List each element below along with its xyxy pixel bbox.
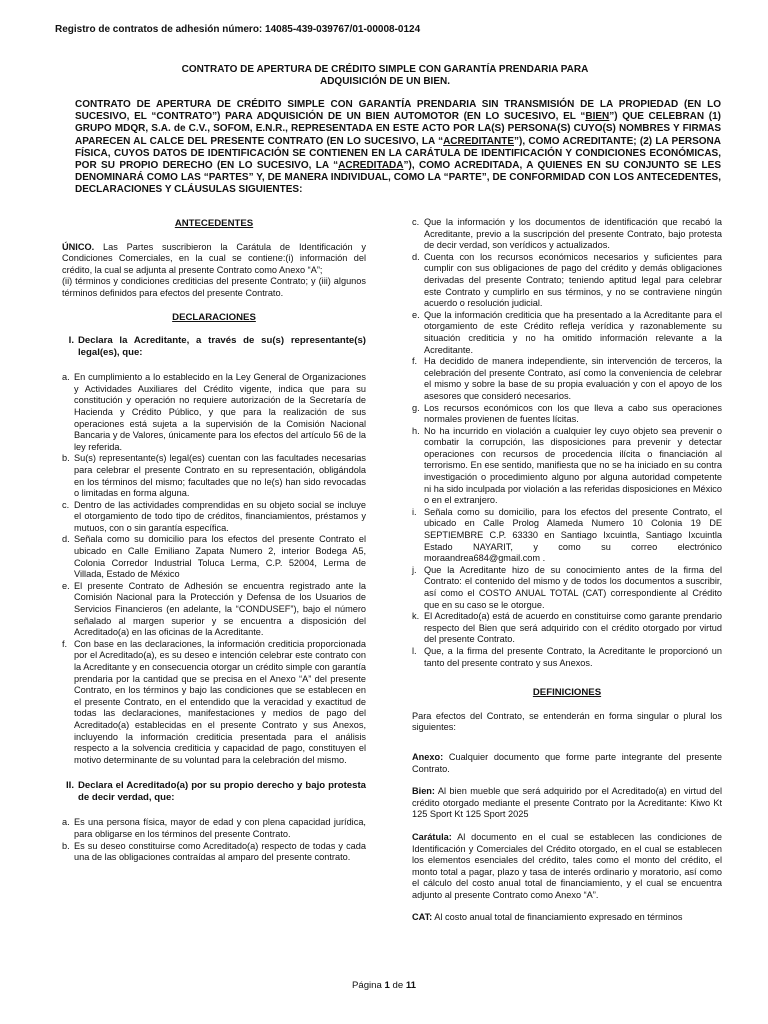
declaraciones-heading: DECLARACIONES [172, 311, 256, 323]
declaracion-II-cont-item-marker: l. [412, 645, 417, 656]
footer-pagina: Página [351, 980, 385, 991]
definicion-text: Al documento en el cual se establecen las condiciones de Identificación y Comerciales del Crédito otorgado, en el cual se establecen los elementos esenciales del crédito, tales como el monto del crédito, el monto total a pagar, plazo y tasa de interés ordinario y moratorio, así como el cálculo del costo anual total de financiamiento, y el cual se encuentra adjunto al presente Contrato como Anexo “A”. [412, 831, 722, 900]
declaracion-II-cont-item-text: Que la información y los documentos de identificación que recabó la Acreditante, previo a la suscripción del presente Contrato, bajo protesta de decir verdad, son verídicos y actualizados. [424, 217, 722, 251]
declaracion-II-cont-item-marker: c. [412, 217, 420, 227]
left-column [62, 218, 366, 864]
declaracion-II-cont-item [412, 611, 722, 646]
antecedentes-unico-2: (ii) términos y condiciones crediticias del presente Contrato; y (iii) algunos términos definidos para efectos del presente Contrato. [62, 276, 366, 298]
declaracion-I-item [62, 453, 366, 499]
declaracion-I-item-text: Su(s) representante(s) legal(es) cuentan con las facultades necesarias para celebrar el presente Contrato en su representación, obligándola en los términos del mismo; facultades que no le(s) han sido revocadas o limitadas en forma alguna. [74, 453, 366, 499]
declaracion-I-list [62, 372, 366, 766]
declaracion-II-cont-item-marker: k. [412, 611, 420, 622]
antecedentes-heading: ANTECEDENTES [174, 218, 254, 229]
declaracion-II-cont-item-marker: j. [412, 564, 417, 575]
declaracion-II-cont-item-text: Cuenta con los recursos económicos necesarios y suficientes para cumplir con sus obligaciones de pago del crédito y demás obligaciones derivadas del presente Contrato; teniendo aptitud legal para celebrar este Contrato y cumplirlo en sus términos, y no se contraviene ningún acuerdo o resolución judicial. [424, 251, 722, 309]
contract-title-line2: ADQUISICIÓN DE UN BIEN. [319, 76, 450, 87]
contract-title [100, 64, 670, 88]
declaracion-I-item-marker: c. [62, 499, 70, 510]
contract-intro [75, 99, 721, 197]
declaracion-I-heading [62, 335, 366, 359]
footer-total-pages: 11 [405, 980, 417, 991]
page-footer [0, 980, 768, 991]
declaracion-I-title: Declara la Acreditante, a través de su(s) representante(s) legal(es), que: [78, 335, 366, 359]
declaracion-II-cont-item-text: El Acreditado(a) está de acuerdo en constituirse como garante prendario respecto del Bien que será adquirido con el crédito otorgado por virtud del presente Contrato. [424, 611, 722, 645]
footer-de: de [389, 980, 406, 991]
declaracion-II-cont-item [412, 252, 722, 310]
declaracion-II-item [62, 841, 366, 864]
intro-acreditada: ACREDITADA [338, 160, 404, 172]
definiciones-intro: Para efectos del Contrato, se entenderán en forma singular o plural los siguientes: [412, 710, 722, 733]
declaracion-II-list-continued [412, 217, 722, 669]
declaracion-II-cont-item-marker: i. [412, 506, 417, 517]
footer-current-page: 1 [384, 980, 390, 991]
declaracion-II-item [62, 817, 366, 840]
definicion-text: Al costo anual total de financiamiento expresado en términos [432, 912, 683, 923]
definicion-text: Al bien mueble que será adquirido por el Acreditado(a) en virtud del crédito otorgado mediante el presente Contrato por la Acreditante: Kiwo Kt 125 Sport Kt 125 Sport 2025 [412, 786, 722, 820]
antecedentes-unico [62, 242, 366, 277]
declaracion-II-cont-item-text: Los recursos económicos con los que lleva a cabo sus operaciones normales provienen de fuentes lícitas. [424, 402, 722, 425]
definiciones-list [412, 752, 722, 924]
intro-part2: ”) QUE CELEBRAN (1) GRUPO MDQR, S.A. de C.V., SOFOM, E.N.R., REPRESENTADA EN ESTE ACTO POR LA(S) PERSONA(S) CUYO(S) NOMBRES Y FIRMAS APARECEN AL CALCE DEL PRESENTE CONTRATO (EN LO SUCESIVO, LA “ [75, 111, 721, 147]
declaracion-I-item [62, 372, 366, 453]
declaracion-II-cont-item-text: Ha decidido de manera independiente, sin intervención de terceros, la celebración del presente Contrato, así como la conveniencia de celebrar el mismo y sobre la base de su propia evaluación y con el apoyo de los asesores que consideró necesarios. [424, 356, 722, 401]
declaracion-I-item-text: El presente Contrato de Adhesión se encuentra registrado ante la Comisión Nacional para la Protección y Defensa de los Usuarios de Servicios Financieros (en adelante, la “CONDUSEF”), bajo el número señalado al margen superior y se encuentra a disposición del Acreditado(a) en las oficinas de la Acreditante. [74, 580, 366, 638]
intro-part3: ”), COMO ACREDITANTE; (2) LA PERSONA FÍSICA, CUYOS DATOS DE IDENTIFICACIÓN SE CONTIENEN EN LA CARÁTULA DE IDENTIFICACIÓN Y CONDICIONES ECONÓMICAS, POR SU PROPIO DERECHO (EN LO SUCESIVO, LA “ [75, 135, 721, 172]
declaracion-II-item-marker: a. [62, 817, 70, 828]
declaracion-I-item [62, 500, 366, 535]
declaracion-I-item-marker: d. [62, 534, 70, 545]
unico-label: ÚNICO. [62, 241, 95, 252]
declaracion-I-item-marker: e. [62, 580, 70, 591]
declaracion-II-cont-item [412, 310, 722, 356]
declaracion-I-item-text: Dentro de las actividades comprendidas en su objeto social se incluye el otorgamiento de todo tipo de créditos, financiamientos, préstamos y mutuos, con o sin garantía específica. [74, 499, 366, 533]
declaracion-II-number: II. [66, 780, 74, 792]
declaracion-II-cont-item-text: Que la información crediticia que ha presentado a la Acreditante para el otorgamiento de este Crédito refleja verídica y razonablemente su situación crediticia y no ha omitido información relevante a la Acreditante. [424, 309, 722, 355]
declaracion-II-cont-item [412, 403, 722, 426]
declaracion-I-item-marker: f. [62, 638, 68, 649]
intro-part4: ”), COMO ACREDITADA, A QUIENES EN SU CONJUNTO SE LES DENOMINARÁ COMO LAS “PARTES” Y, DE MANERA INDIVIDUAL, COMO LA “PARTE”, DE CONFORMIDAD CON LOS ANTECEDENTES, DECLARACIONES Y CLÁUSULAS SIGUIENTES: [75, 160, 721, 196]
definicion-item [412, 786, 722, 821]
declaracion-II-item-text: Es una persona física, mayor de edad y con plena capacidad jurídica, para obligarse en los términos del presente Contrato. [74, 817, 366, 839]
definicion-term: CAT: [412, 912, 433, 923]
declaracion-II-list [62, 817, 366, 863]
definicion-term: Carátula: [412, 831, 452, 842]
declaracion-I-number: I. [68, 335, 74, 347]
declaracion-I-item [62, 581, 366, 639]
declaracion-II-cont-item-marker: d. [412, 251, 420, 262]
definicion-text: Cualquier documento que forme parte integrante del presente Contrato. [412, 751, 722, 774]
declaracion-I-item-text: Con base en las declaraciones, la información crediticia proporcionada por el Acreditado(a), es su deseo e intención celebrar este contrato con la Acreditante y en consecuencia otorgar un crédito simple con garantía prendaria por la cantidad que se precisa en el Anexo “A” del presente Contrato, en los términos y bajo las condiciones que se establecen en el presente Contrato, en el entendido que la veracidad y exactitud de todas las declaraciones, manifestaciones y medios de pago del Acreditado(a) establecidas en el presente Contrato y sus Anexos, incluyendo la información crediticia presentada para el análisis respecto a la solvencia crediticia y capacidad de pago, constituyen el motivo determinante de su voluntad para la celebración del mismo. [74, 638, 366, 765]
definiciones-heading: DEFINICIONES [532, 687, 602, 699]
declaracion-II-cont-item-marker: h. [412, 425, 420, 436]
declaracion-I-item [62, 534, 366, 580]
intro-bien: BIEN [585, 111, 610, 123]
registro-number: Registro de contratos de adhesión número: 14085-439-039767/01-00008-0124 [55, 24, 421, 35]
declaracion-II-cont-item [412, 356, 722, 402]
declaracion-II-cont-item-marker: g. [412, 402, 420, 413]
declaracion-II-cont-item [412, 565, 722, 611]
declaracion-II-cont-item [412, 507, 722, 565]
declaracion-II-cont-item [412, 646, 722, 669]
contract-title-line1: CONTRATO DE APERTURA DE CRÉDITO SIMPLE CON GARANTÍA PRENDARIA PARA [181, 64, 589, 75]
definicion-term: Bien: [412, 786, 435, 797]
intro-part1: CONTRATO DE APERTURA DE CRÉDITO SIMPLE CON GARANTÍA PRENDARIA SIN TRANSMISIÓN DE LA PROPIEDAD (EN LO SUCESIVO, EL “CONTRATO”) PARA ADQUISICIÓN DE UN BIEN AUTOMOTOR (EN LO SUCESIVO, EL “ [75, 99, 721, 123]
declaracion-II-item-text: Es su deseo constituirse como Acreditado(a) respecto de todas y cada una de las obligaciones contraídas al amparo del presente contrato. [74, 840, 366, 863]
declaracion-II-item-marker: b. [62, 840, 70, 851]
right-column [412, 217, 722, 935]
declaracion-II-heading [62, 780, 366, 804]
declaracion-I-item-text: En cumplimiento a lo establecido en la Ley General de Organizaciones y Actividades Auxiliares del Crédito vigente, indica que para su constitución y operación no requiere autorización de la Secretaría de Hacienda y Crédito Público, y que para la realización de sus operaciones está sujeta a la supervisión de la Comisión Nacional Bancaria y de Valores, únicamente para los efectos del artículo 56 de la ley referida. [74, 372, 366, 452]
declaracion-II-cont-item-text: Que la Acreditante hizo de su conocimiento antes de la firma del Contrato: el contenido del mismo y de todos los documentos a suscribir, así como el COSTO ANUAL TOTAL (CAT) correspondiente al Crédito que en su caso se le otorgue. [424, 564, 722, 610]
declaracion-I-item-marker: a. [62, 372, 70, 383]
declaracion-II-cont-item [412, 426, 722, 507]
declaracion-I-item [62, 639, 366, 767]
intro-acreditante: ACREDITANTE [443, 135, 515, 147]
definicion-item [412, 912, 722, 924]
declaracion-II-cont-item-text: Señala como su domicilio, para los efectos del presente Contrato, el ubicado en Calle Prolog Alameda Numero 10 Colonia 19 DE SEPTIEMBRE C.P. 63330 en Santiago Ixcuintla, Santiago Ixcuintla Estado NAYARIT, y como su correo electrónico moraandrea684@gmail.com . [424, 506, 722, 564]
declaracion-II-cont-item-marker: f. [412, 356, 418, 367]
definicion-term: Anexo: [412, 751, 444, 762]
declaracion-II-title: Declara el Acreditado(a) por su propio derecho y bajo protesta de decir verdad, que: [78, 780, 366, 804]
unico-text: Las Partes suscribieron la Carátula de Identificación y Condiciones Comerciales, en la cual se contiene:(i) información del crédito, la cual se adjunta al presente Contrato como Anexo “A”; [62, 241, 366, 275]
declaracion-II-cont-item-text: Que, a la firma del presente Contrato, la Acreditante le proporcionó un tanto del presente contrato y sus Anexos. [424, 645, 722, 668]
declaracion-II-cont-item-text: No ha incurrido en violación a cualquier ley cuyo objeto sea prevenir o combatir la corrupción, las disposiciones para prevenir y detectar operaciones con recursos de procedencia ilícita o financiación al terrorismo. En ese sentido, manifiesta que no se ha iniciado en su contra investigación o procedimiento alguno por alguna autoridad competente ni ha sido inculpada por violación a las referidas disposiciones en México o en el extranjero. [424, 425, 722, 506]
declaracion-II-cont-item-marker: e. [412, 309, 420, 320]
definicion-item [412, 752, 722, 775]
declaracion-I-item-marker: b. [62, 453, 70, 464]
declaracion-I-item-text: Señala como su domicilio para los efectos del presente Contrato el ubicado en Calle Emiliano Zapata Numero 2, interior Bodega A5, Colonia Corredor Industrial Toluca Lerma, C.P. 52004, Lerma de Villada, Estado de México [74, 534, 366, 580]
declaracion-II-cont-item [412, 217, 722, 252]
definicion-item [412, 832, 722, 902]
